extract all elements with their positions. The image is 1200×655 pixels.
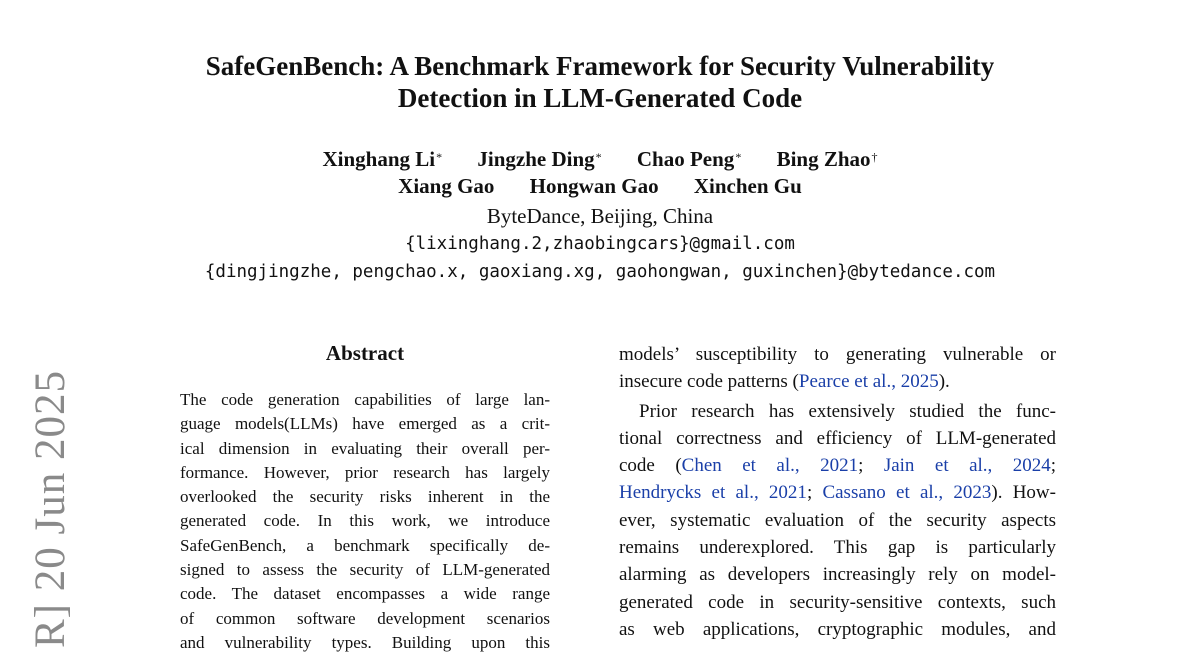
body-line: models’ susceptibility to generating vulnerable or [619, 344, 1056, 365]
body-line: remains underexplored. This gap is particularly [619, 537, 1056, 559]
author: Hongwan Gao [529, 174, 659, 198]
body-line: Hendrycks et al., 2021; Cassano et al., 2023). How- [619, 482, 1056, 504]
body-line: generated code in security-sensitive contexts, such [619, 591, 1056, 613]
email-line-2: {dingjingzhe, pengchao.x, gaoxiang.xg, gaohongwan, guxinchen}@bytedance.com [204, 262, 996, 282]
citation-link[interactable]: Chen et al., 2021 [681, 455, 859, 477]
body-line: code (Chen et al., 2021; Jain et al., 2024; [619, 455, 1057, 477]
abstract-line: SafeGenBench, a benchmark specifically de- [180, 535, 550, 555]
abstract-line: generated code. In this work, we introduce [180, 511, 550, 531]
author: Xinghang Li* [322, 147, 443, 171]
arxiv-stamp: R] 20 Jun 2025 [27, 370, 74, 648]
citation-link[interactable]: Pearce et al., 2025 [798, 371, 939, 393]
author: Xinchen Gu [693, 174, 802, 198]
title-line-2: Detection in LLM-Generated Code [397, 83, 803, 113]
body-line: insecure code patterns (Pearce et al., 2025). [619, 371, 950, 393]
body-line: tional correctness and efficiency of LLM-generated [619, 427, 1056, 449]
body-line: alarming as developers increasingly rely on model- [619, 564, 1056, 586]
abstract-line: of common software development scenarios [180, 608, 550, 628]
body-line: as web applications, cryptographic modules, and [619, 618, 1056, 640]
abstract-line: overlooked the security risks inherent in the [180, 487, 550, 507]
author: Jingzhe Ding* [477, 147, 602, 171]
citation-link[interactable]: Hendrycks et al., 2021 [619, 482, 807, 504]
abstract-line: and vulnerability types. Building upon this [180, 632, 550, 652]
abstract-line: guage models(LLMs) have emerged as a crit- [180, 414, 550, 434]
author: Bing Zhao† [776, 147, 878, 171]
email-line-1: {lixinghang.2,zhaobingcars}@gmail.com [405, 234, 795, 254]
citation-link[interactable]: Jain et al., 2024 [883, 455, 1051, 477]
citation-link[interactable]: Cassano et al., 2023 [822, 482, 992, 504]
abstract-body [180, 388, 550, 655]
body-line: ever, systematic evaluation of the security aspects [619, 509, 1056, 531]
author-row-2 [100, 173, 1100, 200]
author: Xiang Gao [398, 174, 495, 198]
abstract-line: ical dimension in evaluating their overall per- [180, 438, 550, 458]
paper-title [100, 50, 1100, 114]
abstract-line: The code generation capabilities of large lan- [180, 390, 550, 409]
abstract-line: code. The dataset encompasses a wide range [180, 584, 550, 604]
abstract-line: formance. However, prior research has largely [180, 462, 550, 482]
abstract-heading: Abstract [325, 341, 405, 365]
author: Chao Peng* [636, 147, 742, 171]
abstract-line: signed to assess the security of LLM-generated [180, 560, 550, 580]
title-line-1: SafeGenBench: A Benchmark Framework for Security Vulnerability [205, 51, 995, 81]
right-column-text [619, 341, 1056, 643]
author-row-1 [100, 146, 1100, 173]
affiliation: ByteDance, Beijing, China [486, 204, 714, 228]
body-line: Prior research has extensively studied the func- [639, 400, 1056, 422]
author-list [100, 146, 1100, 200]
